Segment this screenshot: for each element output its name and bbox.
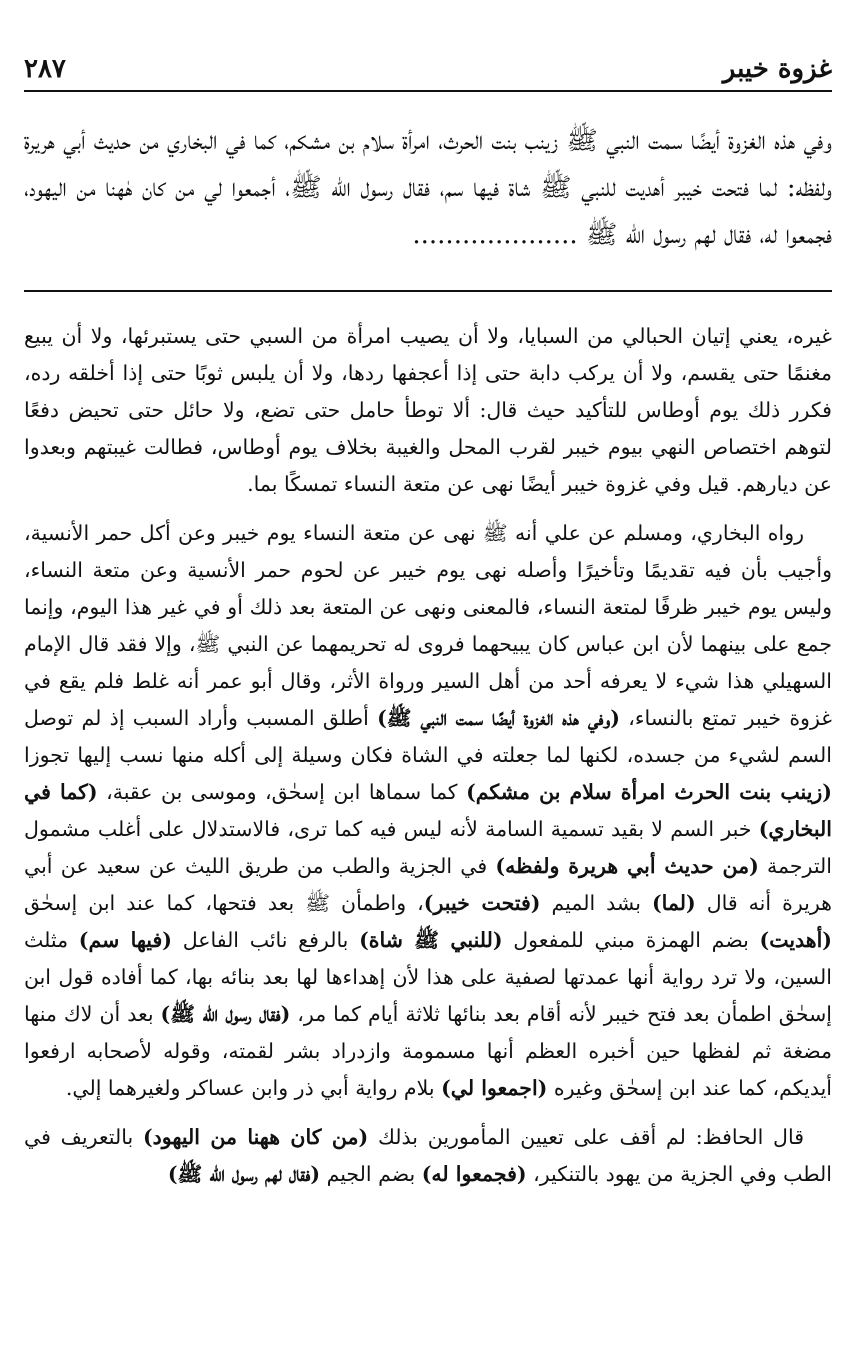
quoted-matn: (للنبي ﷺ شاة) — [359, 928, 503, 952]
commentary-text: بعد أن لاك منها مضغة ثم لفظها حين أخبره العظم أنها مسمومة وازدراد بشر لقمته، وقوله لأصحابه ارفعوا أيديكم، كما عند ابن إسحٰق وغيره — [24, 1002, 832, 1100]
quoted-matn: (زينب بنت الحرث امرأة سلام بن مشكم) — [466, 780, 832, 804]
commentary — [24, 318, 832, 1205]
page-header — [24, 44, 832, 92]
main-text-body: وفي هذه الغزوة أيضًا سمت النبي ﷺ زينب بنت الحرث، امرأة سلام بن مشكم، كما في البخاري من حديث أبي هريرة ولفظه: لما فتحت خيبر أهديت للنبي ﷺ شاة فيها سم، فقال رسول الله ﷺ، أجمعوا لي من كان هٰهنا من اليهود، فجمعوا له، فقال لهم رسول الله ﷺ — [24, 126, 832, 250]
commentary-paragraph-1 — [24, 318, 832, 503]
commentary-text: بضم الجيم — [320, 1162, 422, 1186]
quoted-matn: (من حديث أبي هريرة ولفظه) — [495, 854, 759, 878]
quoted-matn: (كما في البخاري) — [24, 780, 832, 841]
commentary-text: ، واطمأن ﷺ بعد فتحها، كما عند ابن إسحٰق — [24, 891, 424, 915]
commentary-text: بشد الميم — [540, 891, 652, 915]
commentary-text: مثلث السين، ولا ترد رواية أنها عمدتها لصفية على هذا لأن إهداءها لها بعد بنائه بها، كما أفاده قول ابن إسحٰق اطمأن بعد فتح خيبر لأنه أقام بعد بنائها ثلاثة أيام كما مر، — [24, 928, 832, 1026]
quoted-matn: (لما) — [651, 891, 696, 915]
commentary-paragraph-2 — [24, 515, 832, 1107]
quoted-matn: (فقال رسول الله ﷺ) — [160, 1002, 291, 1026]
quoted-matn: (فجمعوا له) — [421, 1162, 527, 1186]
commentary-paragraph-3 — [24, 1119, 832, 1193]
main-text-ellipsis: .................... — [412, 220, 578, 250]
main-text — [24, 118, 832, 259]
commentary-text: بالرفع نائب الفاعل — [172, 928, 360, 952]
chapter-title: غزوة خيبر — [722, 54, 832, 84]
commentary-text: خبر السم لا بقيد تسمية السامة لأنه ليس فيه كما ترى، فالاستدلال على أغلب مشمول الترجمة — [24, 817, 832, 878]
quoted-matn: (وفي هذه الغزوة أيضًا سمت النبي ﷺ) — [377, 706, 620, 730]
commentary-text: قال الحافظ: لم أقف على تعيين المأمورين بذلك — [368, 1125, 805, 1149]
quoted-matn: (اجمعوا لي) — [441, 1076, 548, 1100]
commentary-text: بضم الهمزة مبني للمفعول — [502, 928, 760, 952]
commentary-text: رواه البخاري، ومسلم عن علي أنه ﷺ نهى عن متعة النساء يوم خيبر وعن أكل حمر الأنسية، وأجيب بأن فيه تقديمًا وتأخيرًا وأصله نهى يوم خيبر عن لحوم حمر الأنسية وعن متعة النساء، وليس يوم خيبر ظرفًا لمتعة النساء، فالمعنى ونهى عن المتعة بعد ذلك أو في غير هذا اليوم، وإنما جمع على بينهما لأن ابن عباس كان يبيحهما فروى له تحريمهما عن النبي ﷺ، وإلا فقد قال الإمام السهيلي هذا شيء لا يعرفه أحد من أهل السير ورواة الأثر، وقال أبو عمر أنه غلط فلم يقع في غزوة خيبر تمتع بالنساء، — [24, 521, 832, 730]
commentary-text: بلام رواية أبي ذر وابن عساكر ولغيرهما إلي. — [65, 1076, 442, 1100]
quoted-matn: (فيها سم) — [78, 928, 172, 952]
quoted-matn: (فقال لهم رسول الله ﷺ) — [167, 1162, 321, 1186]
commentary-text: بالتعريف في الطب وفي الجزية من يهود بالتنكير، — [24, 1125, 832, 1186]
commentary-text: أطلق المسبب وأراد السبب إذ لم توصل السم لشيء من جسده، لكنها لما جعلته في الشاة فكان وسيلة إلى أكله منها نسب إليها تجوزا — [24, 706, 832, 767]
commentary-text: غيره، يعني إتيان الحبالي من السبايا، ولا أن يصيب امرأة من السبي حتى يستبرئها، ولا أن يبيع مغنمًا حتى يقسم، ولا أن يركب دابة حتى إذا أعجفها ردها، ولا أن يلبس ثوبًا حتى إذا أخلقه رده، فكرر ذلك يوم أوطاس للتأكيد حيث قال: ألا توطأ حامل حتى تضع، ولا حائل حتى تحيض دفعًا لتوهم اختصاص النهي بيوم خيبر لقرب المحل والغيبة بخلاف يوم أوطاس، فطالت غيبتهم وبعدوا عن ديارهم. قيل وفي غزوة خيبر أيضًا نهى عن متعة النساء تمسكًا بما. — [24, 324, 832, 496]
commentary-text: كما سماها ابن إسحٰق، وموسى بن عقبة، — [97, 780, 467, 804]
quoted-matn: (فتحت خيبر) — [423, 891, 541, 915]
quoted-matn: (من كان ههنا من اليهود) — [142, 1125, 369, 1149]
quoted-matn: (أهديت) — [759, 928, 833, 952]
page-number: ٢٨٧ — [24, 54, 66, 84]
separator-line — [24, 290, 832, 292]
commentary-text: في الجزية والطب من طريق الليث عن سعيد عن أبي هريرة أنه قال — [24, 854, 832, 915]
